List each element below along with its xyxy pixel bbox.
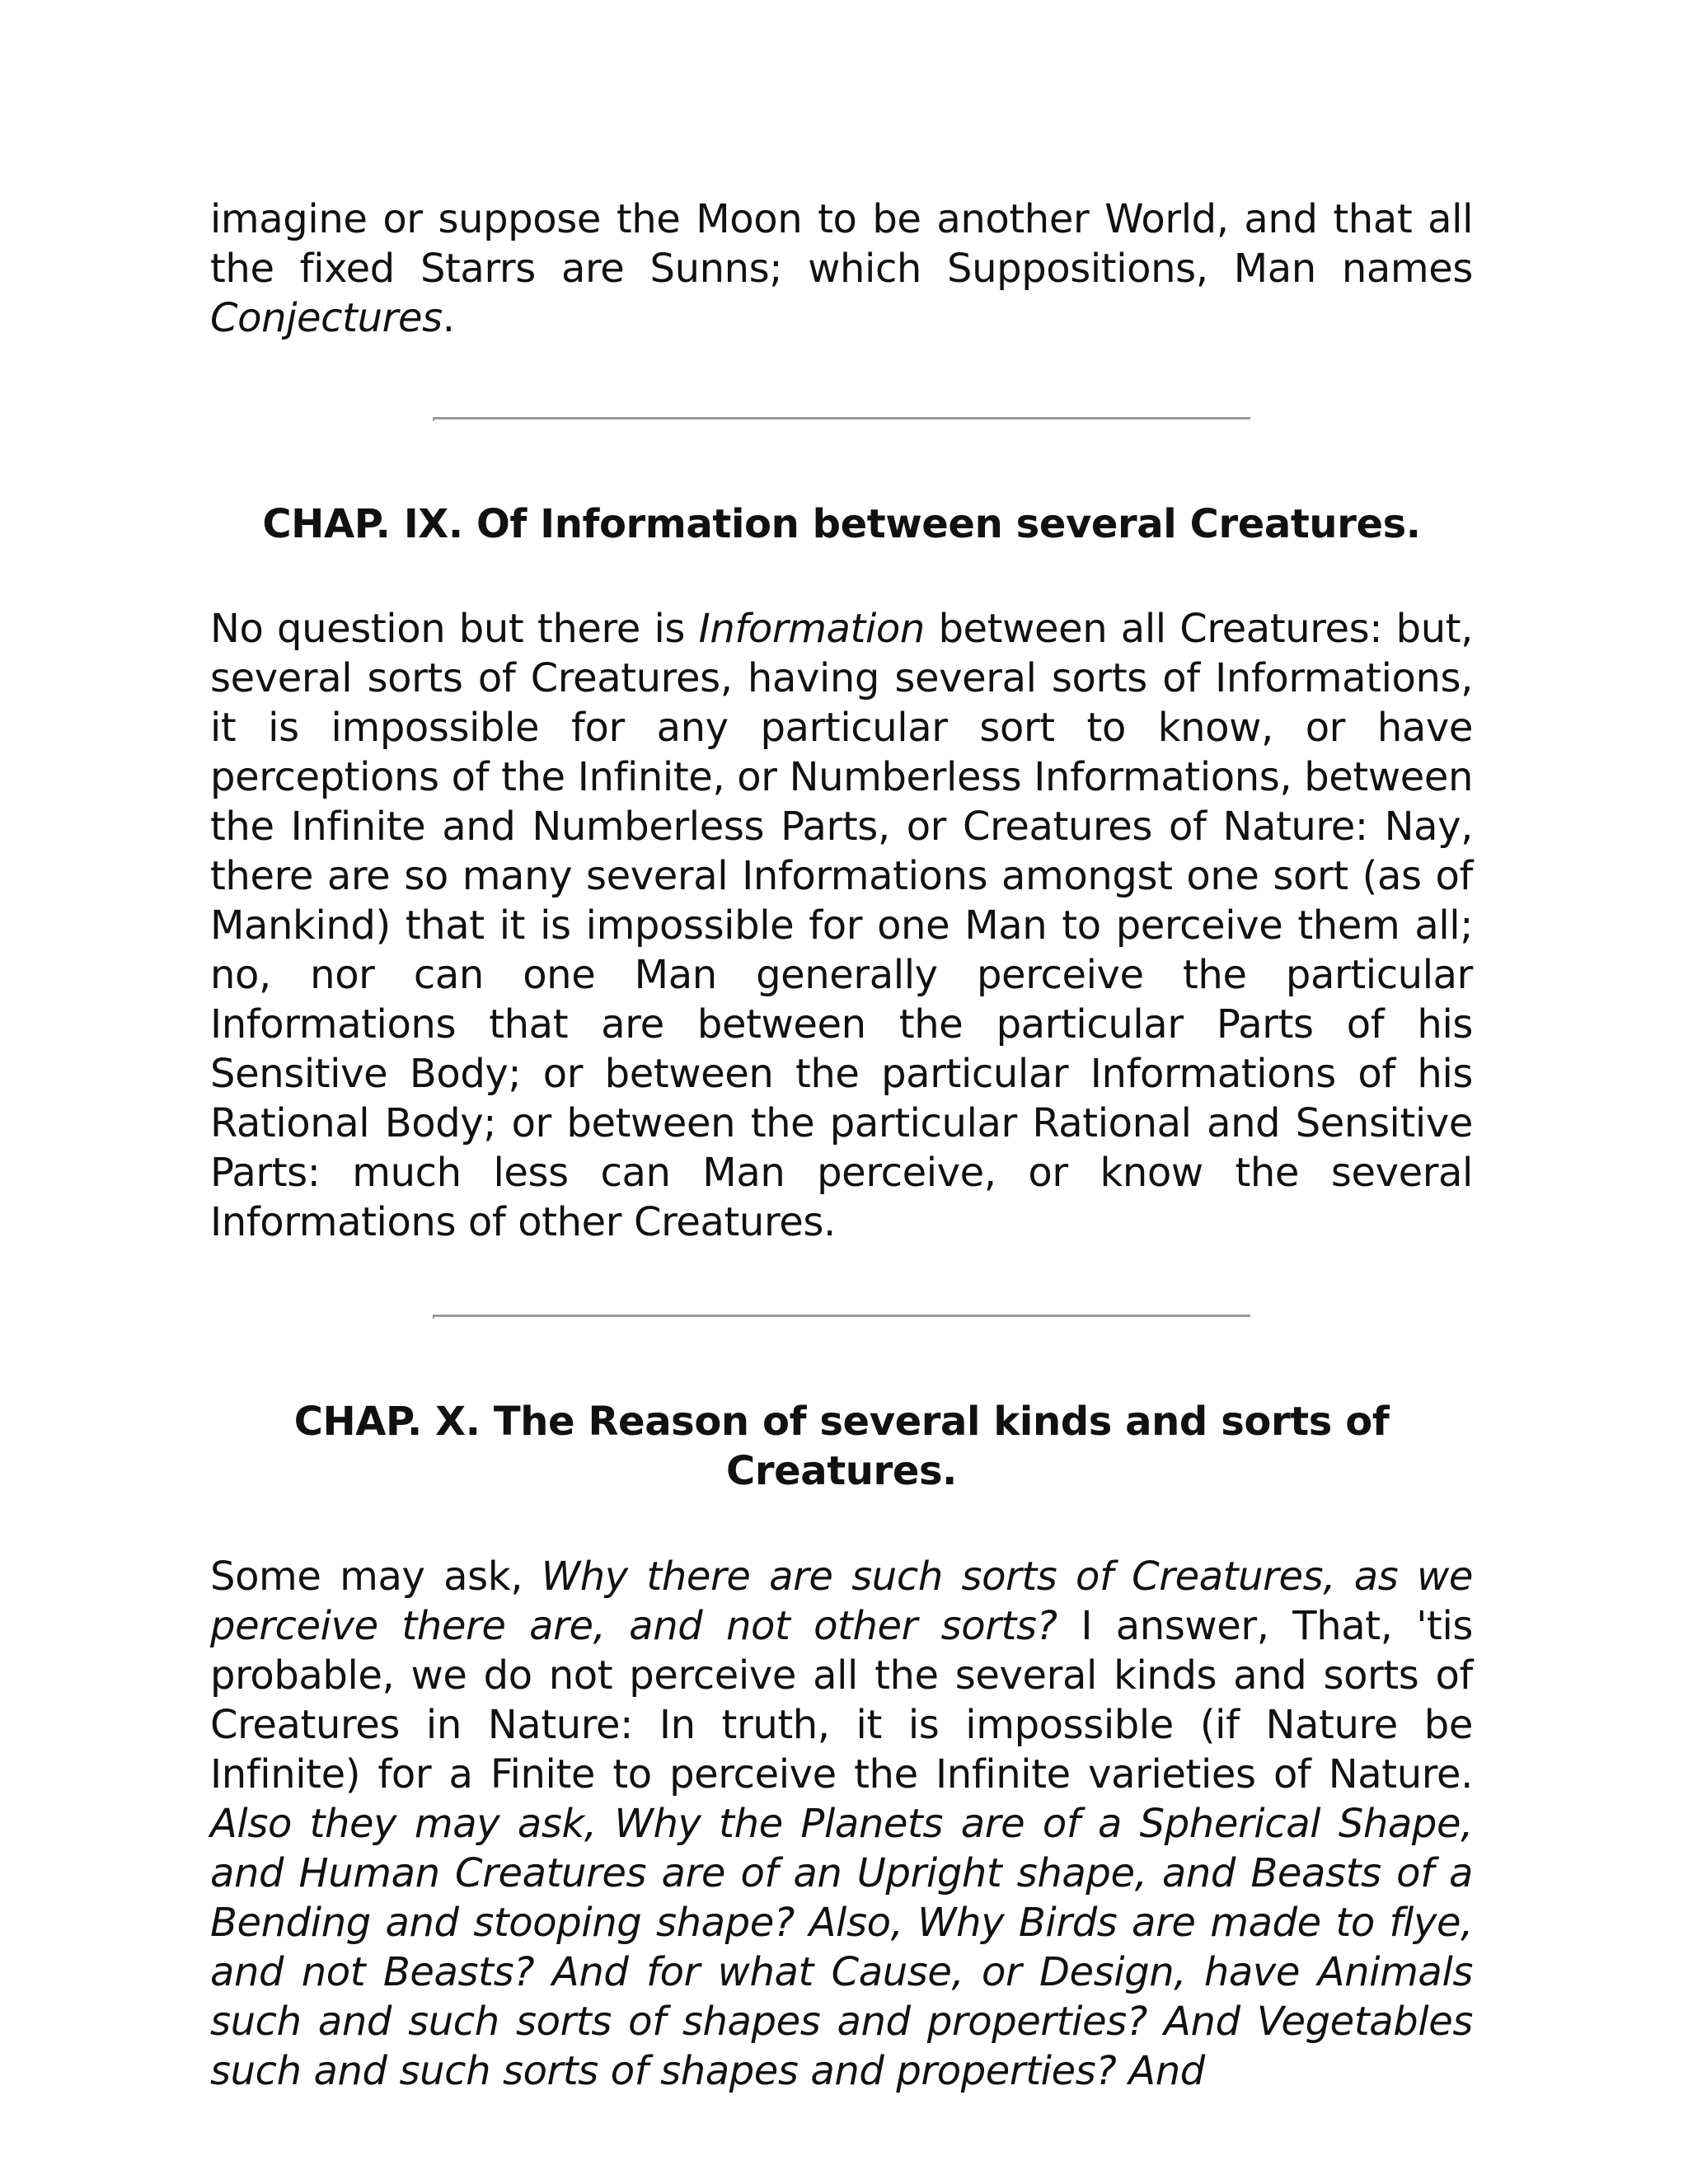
spacer bbox=[210, 549, 1473, 604]
text-run: Some may ask, bbox=[210, 1554, 542, 1600]
italic-text-run: Also they may ask, Why the Planets are of a Spherical Shape, and Human Creatures are of an Upright shape, and Beasts of a Bending and stooping shape? Also, Why Birds are made to flye, and not Beasts? And for what Cause, or Design, have Animals such and such sorts of shapes and properties? And Vegetables such and such sorts of shapes and properties? And bbox=[210, 1801, 1473, 2094]
spacer bbox=[210, 421, 1473, 499]
text-run: between all Creatures: but, several sorts of Creatures, having several sorts of Informations, it is impossible for any particular sort to know, or have perceptions of the Infinite, or Numberless Informations, between the Infinite and Numberless Parts, or Creatures of Nature: Nay, there are so many several Informations amongst one sort (as of Mankind) that it is impossible for one Man to perceive them all; no, nor can one Man generally perceive the particular Informations that are between the particular Parts of his Sensitive Body; or between the particular Informations of his Rational Body; or between the particular Rational and Sensitive Parts: much less can Man perceive, or know the several Informations of other Creatures. bbox=[210, 606, 1473, 1245]
text-run: No question but there is bbox=[210, 606, 699, 652]
spacer bbox=[210, 1496, 1473, 1552]
spacer bbox=[210, 1319, 1473, 1397]
document-page bbox=[210, 194, 1473, 2096]
spacer bbox=[210, 343, 1473, 417]
chapter-paragraph bbox=[210, 604, 1473, 1247]
text-run: imagine or suppose the Moon to be another World, and that all the fixed Starrs are Sunns; which Suppositions, Man names bbox=[210, 196, 1473, 292]
italic-text-run: Information bbox=[698, 606, 925, 652]
chapter-heading: CHAP. X. The Reason of several kinds and sorts of Creatures. bbox=[293, 1399, 1390, 1494]
italic-text-run: Conjectures bbox=[210, 295, 443, 341]
italic-text-run: Why there are such sorts of Creatures, as we perceive there are, and not other sorts? bbox=[210, 1554, 1473, 1649]
spacer bbox=[210, 1247, 1473, 1315]
chapter-paragraph bbox=[210, 1552, 1473, 2096]
text-run: . bbox=[442, 295, 455, 341]
chapter-heading: CHAP. IX. Of Information between several Creatures. bbox=[262, 501, 1421, 547]
text-run: I answer, That, 'tis probable, we do not perceive all the several kinds and sorts of Creatures in Nature: In truth, it is impossible (if Nature be Infinite) for a Finite to perceive the Infinite varieties of Nature. bbox=[210, 1603, 1473, 1797]
continuation-paragraph bbox=[210, 194, 1473, 343]
